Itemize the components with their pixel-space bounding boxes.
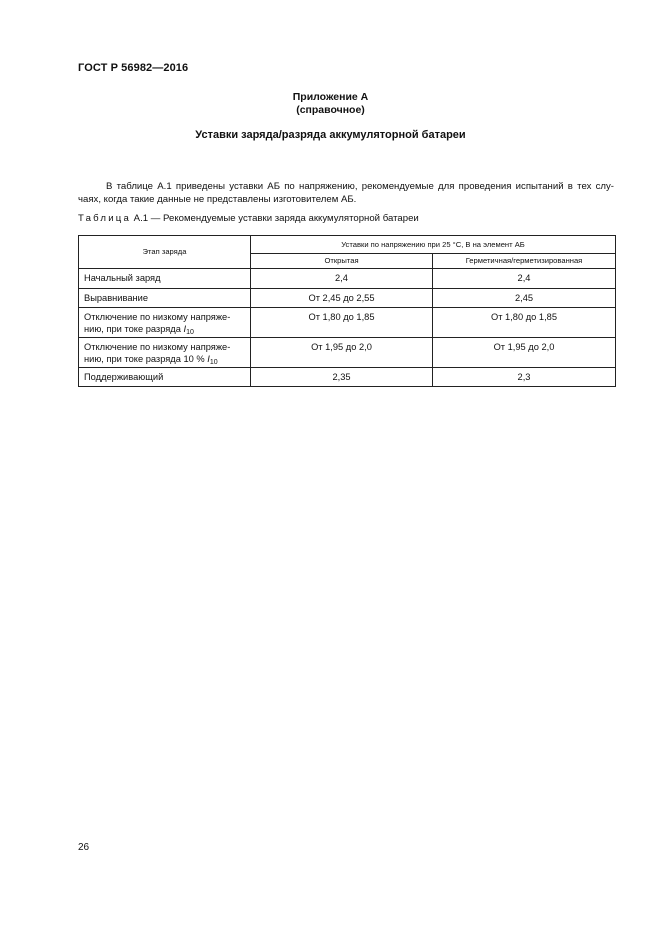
column-header-open: Открытая (251, 254, 433, 269)
cell-stage (79, 338, 251, 368)
cell-open: От 1,80 до 1,85 (251, 308, 433, 338)
document-code: ГОСТ Р 56982—2016 (78, 62, 189, 74)
table-row (79, 269, 616, 289)
cell-open: 2,4 (251, 269, 433, 289)
cell-open: От 1,95 до 2,0 (251, 338, 433, 368)
table-row (79, 368, 616, 387)
cell-open: От 2,45 до 2,55 (251, 289, 433, 308)
setpoints-table (78, 235, 616, 387)
cell-sealed: 2,4 (433, 269, 616, 289)
cell-open: 2,35 (251, 368, 433, 387)
table-row (79, 308, 616, 338)
body-paragraph (78, 180, 614, 206)
cell-stage-line-1: Отключение по низкому напряже- (84, 342, 231, 352)
current-subscript: 10 (186, 329, 194, 336)
table-row (79, 338, 616, 368)
column-header-group: Уставки по напряжению при 25 °С, В на элемент АБ (251, 236, 616, 254)
current-symbol: I (207, 354, 210, 364)
current-subscript: 10 (209, 359, 218, 366)
current-symbol: I (183, 324, 187, 334)
table-row (79, 289, 616, 308)
cell-stage-line-1: Отключение по низкому напряже- (84, 312, 231, 322)
table-caption (78, 213, 419, 224)
cell-stage-line-2: нию, при токе разряда (84, 324, 184, 334)
cell-stage: Поддерживающий (79, 368, 251, 387)
cell-sealed: От 1,95 до 2,0 (433, 338, 616, 368)
cell-stage (79, 308, 251, 338)
cell-stage-line-2: нию, при токе разряда 10 % (84, 354, 208, 364)
table-caption-text: А.1 — Рекомендуемые уставки заряда аккумуляторной батареи (131, 213, 419, 224)
annex-heading: Уставки заряда/разряда аккумуляторной батареи (195, 129, 466, 141)
cell-sealed: 2,3 (433, 368, 616, 387)
cell-stage: Выравнивание (79, 289, 251, 308)
page-number: 26 (78, 842, 90, 853)
cell-stage: Начальный заряд (79, 269, 251, 289)
column-header-sealed: Герметичная/герметизированная (433, 254, 616, 269)
annex-header (0, 91, 661, 117)
column-header-stage: Этап заряда (79, 236, 251, 269)
paragraph-line-2: чаях, когда такие данные не представлены изготовителем АБ. (78, 194, 357, 205)
annex-type: (справочное) (296, 104, 365, 116)
table-header-row (79, 236, 616, 254)
cell-sealed: 2,45 (433, 289, 616, 308)
annex-title: Приложение А (292, 91, 369, 103)
cell-sealed: От 1,80 до 1,85 (433, 308, 616, 338)
paragraph-line-1: В таблице А.1 приведены уставки АБ по напряжению, рекомендуемые для проведения испытаний в тех слу- (106, 181, 614, 192)
table-caption-label: Таблица (78, 213, 132, 224)
